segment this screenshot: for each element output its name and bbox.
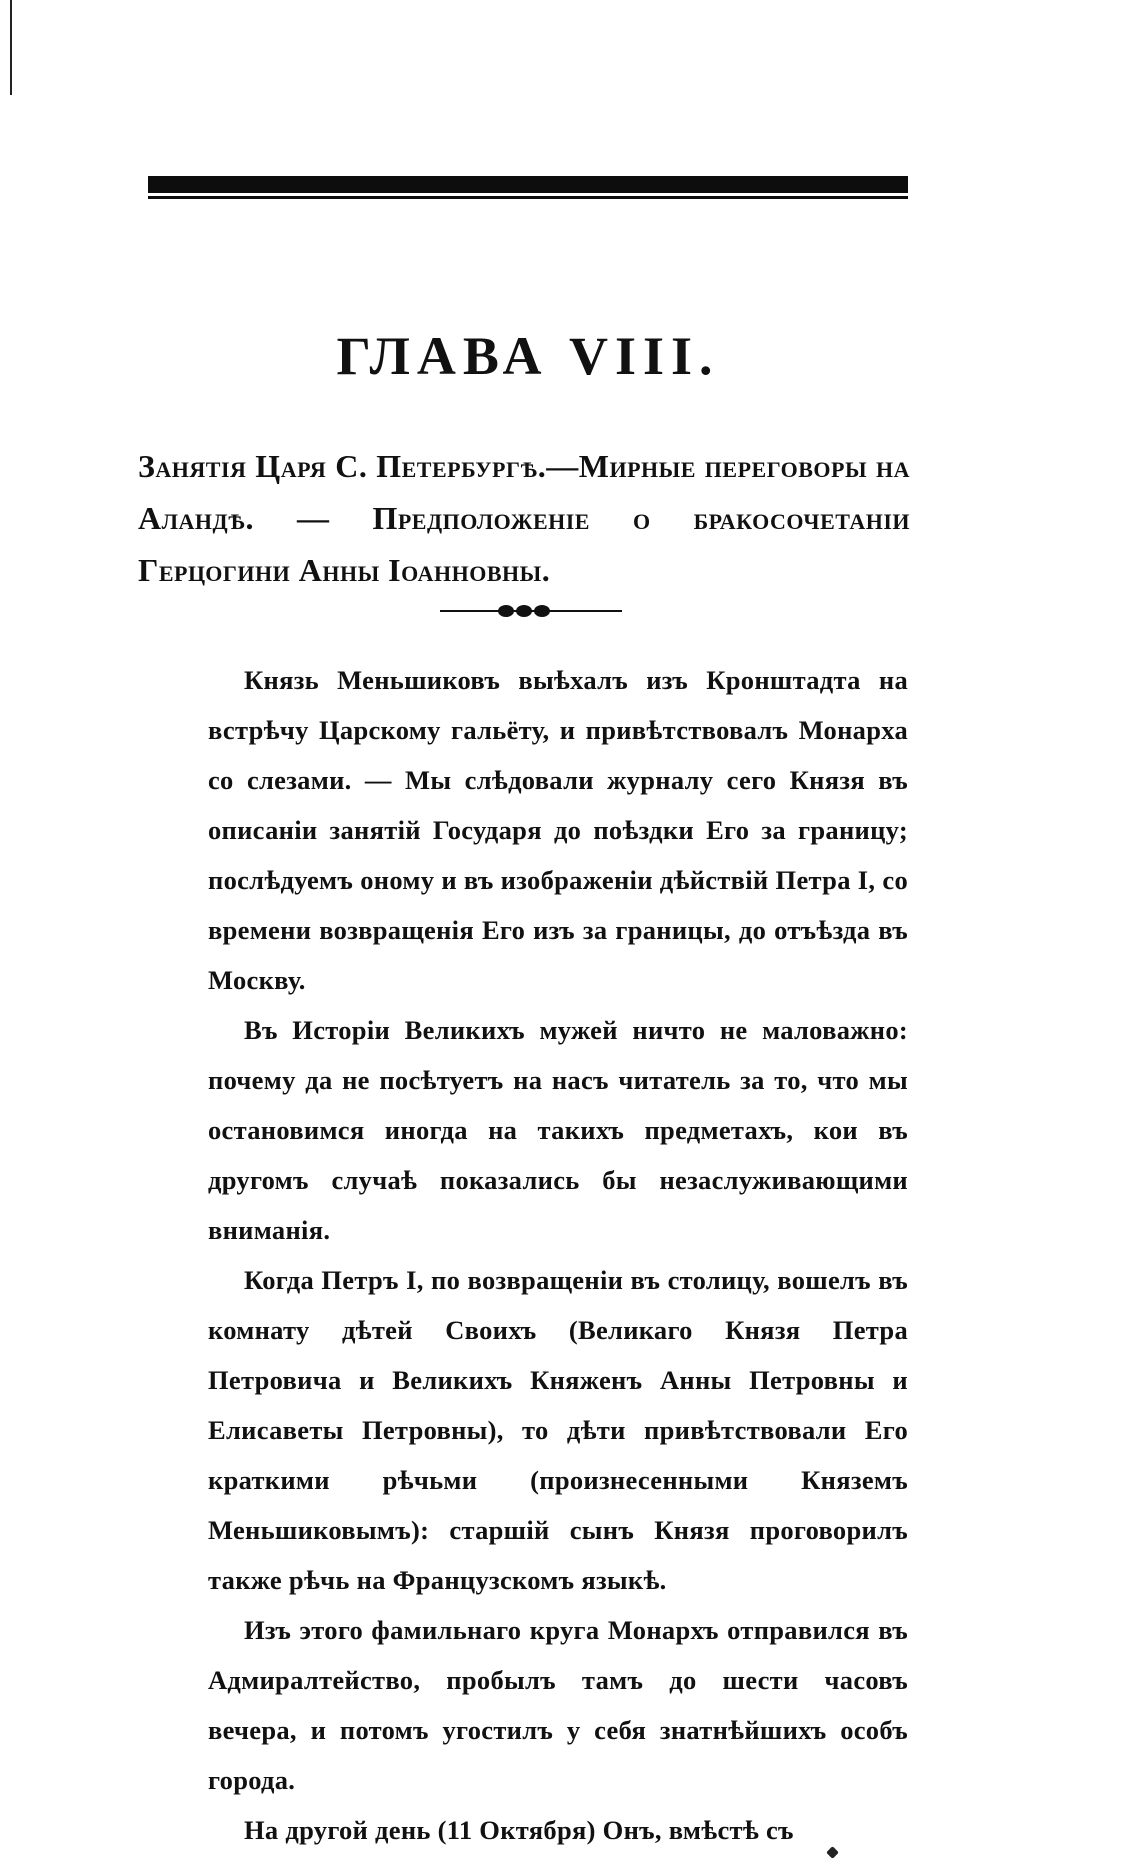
ornament-dot [534, 605, 550, 617]
paragraph: Изъ этого фамильнаго круга Монархъ отправился въ Адмиралтейство, пробылъ тамъ до шести часовъ вечера, и потомъ угостилъ у себя знатнѣйшихъ особъ города. [208, 1615, 908, 1795]
ornament-dot [498, 605, 514, 617]
body-text [208, 655, 908, 1855]
paragraph: Въ Исторіи Великихъ мужей ничто не маловажно: почему да не посѣтуетъ на насъ читатель за то, что мы остановимся иногда на такихъ предметахъ, кои въ другомъ случаѣ показались бы незаслуживающими вниманія. [208, 1015, 908, 1245]
paragraph: Князь Меньшиковъ выѣхалъ изъ Кронштадта на встрѣчу Царскому гальёту, и привѣтствовалъ Монарха со слезами. — Мы слѣдовали журналу сего Князя въ описаніи занятій Государя до поѣздки Его за границу; послѣдуемъ оному и въ изображеніи дѣйствій Петра I, со времени возвращенія Его изъ за границы, до отъѣзда въ Москву. [208, 665, 908, 995]
ornament-divider [440, 604, 622, 618]
paragraph: Когда Петръ I, по возвращеніи въ столицу, вошелъ въ комнату дѣтей Своихъ (Великаго Князя Петра Петровича и Великихъ Княженъ Анны Петровны и Елисаветы Петровны), то дѣти привѣтствовали Его краткими рѣчьми (произнесенными Княземъ Меньшиковымъ): старшій сынъ Князя проговорилъ также рѣчь на Французскомъ языкѣ. [208, 1265, 908, 1595]
paragraph: На другой день (11 Октября) Онъ, вмѣстѣ съ [244, 1815, 794, 1845]
chapter-title: ГЛАВА VIII. [336, 326, 720, 386]
ornament-dot [516, 605, 532, 617]
chapter-summary: Занятія Царя С. Петербургѣ.—Мирные переговоры на Аландѣ. — Предположеніе о бракосочетаніи Герцогини Анны Іоанновны. [138, 448, 910, 588]
scan-edge-line [10, 0, 12, 95]
top-decorative-rule [148, 176, 908, 193]
